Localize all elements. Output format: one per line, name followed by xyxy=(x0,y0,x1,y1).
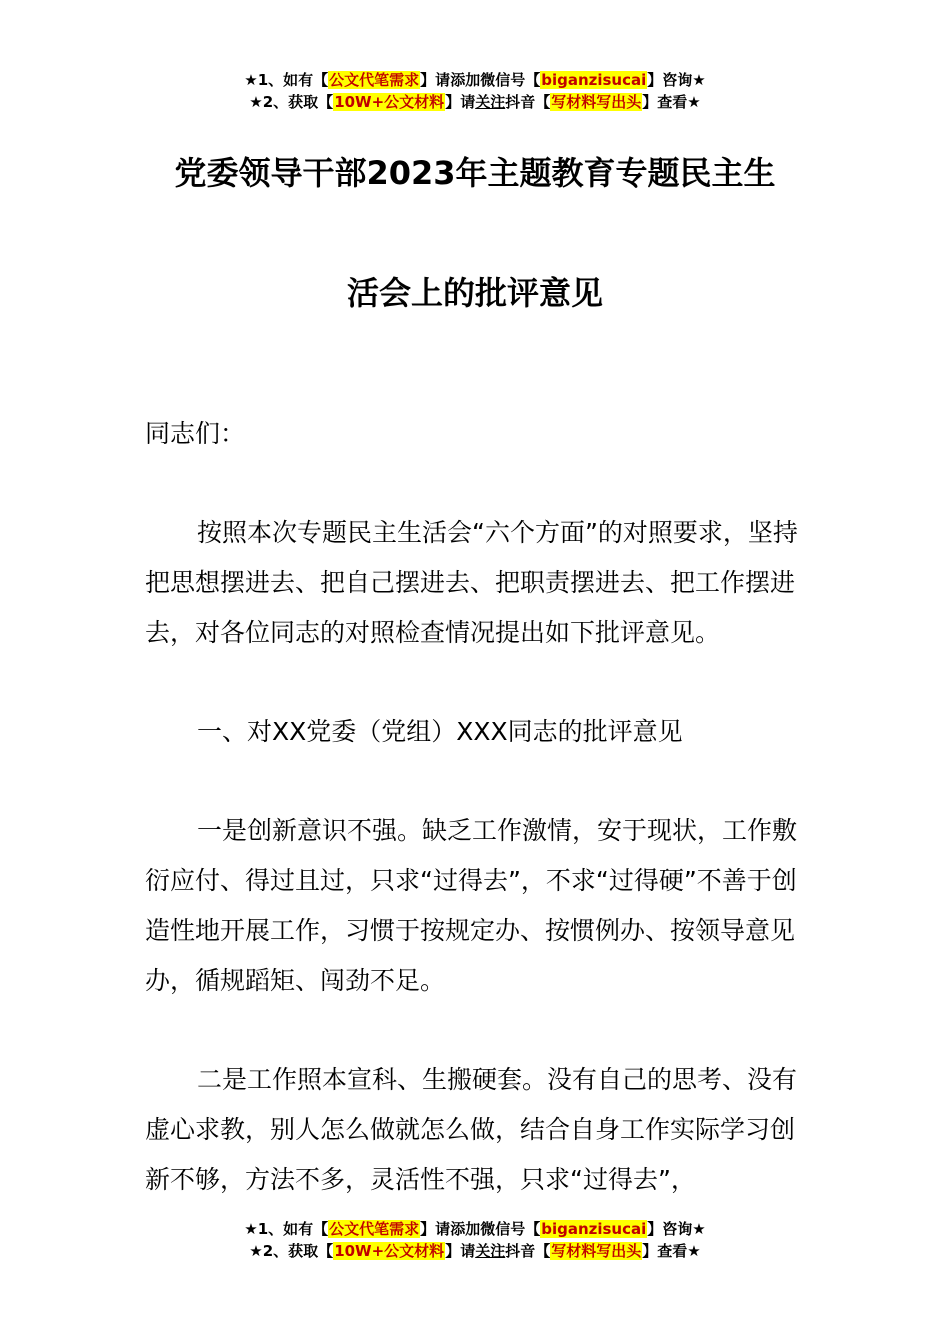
banner-text: 】请 xyxy=(420,71,451,89)
header-banner-line-2 xyxy=(0,91,950,113)
banner-text: ★2、获取【 xyxy=(249,93,334,111)
section-heading-text: 一、对XX党委（党组）XXX同志的批评意见 xyxy=(197,717,683,746)
highlight-materials: 10W+公文材料 xyxy=(334,1242,445,1260)
banner-emphasis: 添加 xyxy=(450,1220,481,1238)
paragraph-point-1 xyxy=(145,806,810,1006)
salutation: 同志们： xyxy=(145,419,246,448)
banner-text: ★1、如有【 xyxy=(244,71,329,89)
footer-banner xyxy=(0,1218,950,1262)
banner-emphasis: 添加 xyxy=(450,71,481,89)
highlight-douyin: 写材料写出头 xyxy=(551,93,642,111)
highlight-wechat-id: biganzisucai xyxy=(541,1220,647,1238)
banner-text: 抖音【 xyxy=(505,93,551,111)
banner-text: 】查看★ xyxy=(642,93,701,111)
banner-text: ★1、如有【 xyxy=(244,1220,329,1238)
highlight-service: 公文代笔需求 xyxy=(329,71,420,89)
section-heading xyxy=(145,707,810,757)
banner-text: 】请 xyxy=(445,1242,476,1260)
banner-text: 微信号【 xyxy=(480,1220,541,1238)
banner-text: ★2、获取【 xyxy=(249,1242,334,1260)
footer-banner-line-2 xyxy=(0,1240,950,1262)
paragraph-point-2 xyxy=(145,1055,810,1205)
banner-text: 抖音【 xyxy=(505,1242,551,1260)
paragraph-text: 一是创新意识不强。缺乏工作激情，安于现状，工作敷衍应付、得过且过，只求“过得去”，不求“过得硬”不善于创造性地开展工作，习惯于按规定办、按惯例办、按领导意见办，循规蹈矩、闯劲不足。 xyxy=(145,816,798,995)
banner-text: 】请 xyxy=(420,1220,451,1238)
banner-text: 微信号【 xyxy=(480,71,541,89)
paragraph-text: 二是工作照本宣科、生搬硬套。没有自己的思考、没有虚心求教，别人怎么做就怎么做，结合自身工作实际学习创新不够，方法不多，灵活性不强，只求“过得去”， xyxy=(145,1065,798,1194)
header-banner-line-1 xyxy=(0,69,950,91)
highlight-service: 公文代笔需求 xyxy=(329,1220,420,1238)
highlight-wechat-id: biganzisucai xyxy=(541,71,647,89)
banner-emphasis: 关注 xyxy=(475,93,506,111)
header-banner xyxy=(0,69,950,113)
paragraph-intro xyxy=(145,508,810,658)
banner-emphasis: 关注 xyxy=(475,1242,506,1260)
banner-text: 】查看★ xyxy=(642,1242,701,1260)
banner-text: 】咨询★ xyxy=(647,1220,706,1238)
paragraph-text: 按照本次专题民主生活会“六个方面”的对照要求，坚持把思想摆进去、把自己摆进去、把职责摆进去、把工作摆进去，对各位同志的对照检查情况提出如下批评意见。 xyxy=(145,518,798,647)
banner-text: 】请 xyxy=(445,93,476,111)
document-title-line-2: 活会上的批评意见 xyxy=(346,274,603,312)
footer-banner-line-1 xyxy=(0,1218,950,1240)
highlight-douyin: 写材料写出头 xyxy=(551,1242,642,1260)
highlight-materials: 10W+公文材料 xyxy=(334,93,445,111)
document-title-line-1: 党委领导干部2023年主题教育专题民主生 xyxy=(174,154,776,192)
banner-text: 】咨询★ xyxy=(647,71,706,89)
